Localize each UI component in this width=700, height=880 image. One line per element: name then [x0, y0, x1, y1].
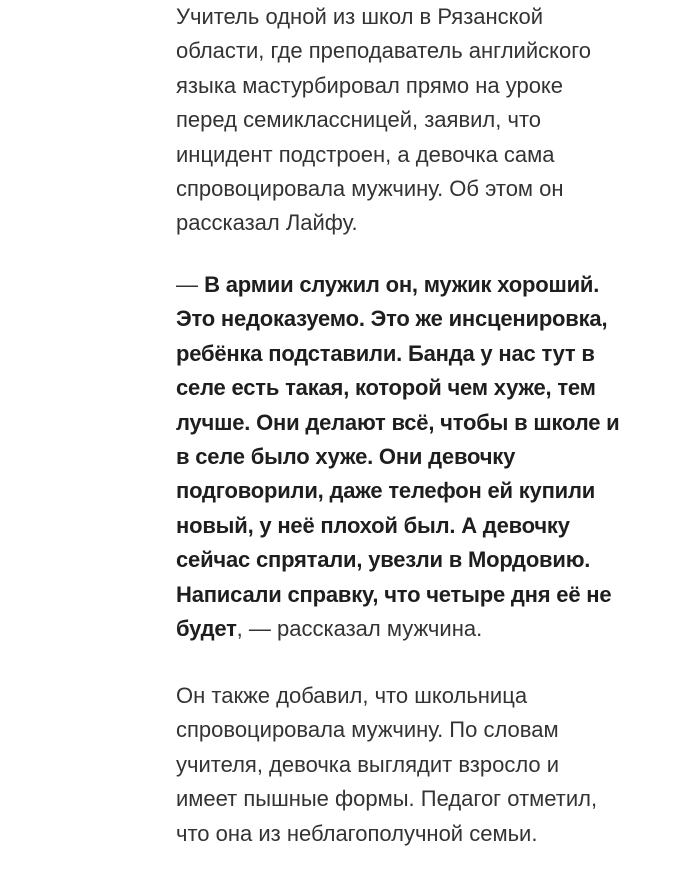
quote-dash: — [176, 272, 205, 297]
quote-line: Это недоказуемо. Это же инсценировка, [176, 306, 608, 332]
quote-line: селе есть такая, которой чем хуже, тем [176, 375, 596, 401]
text-line: учителя, девочка выглядит взросло и [176, 751, 560, 777]
text-line: что она из неблагополучной семьи. [176, 820, 538, 846]
quote-line: лучше. Они делают всё, чтобы в школе и [176, 409, 620, 435]
text-line: Он также добавил, что школьница [176, 683, 528, 708]
article-body [176, 0, 646, 846]
quote-line: подговорили, даже телефон ей купили [176, 478, 596, 504]
text-line: инцидент подстроен, а девочка сама [176, 141, 555, 167]
text-line: языка мастурбировал прямо на уроке [176, 72, 564, 98]
quote-line: сейчас спрятали, увезли в Мордовию. [176, 547, 591, 573]
quote-line [176, 612, 619, 646]
paragraph-quote [176, 268, 619, 646]
paragraph-intro [176, 0, 646, 241]
quote-line: в селе было хуже. Они девочку [176, 444, 516, 470]
quote-text: будет [176, 616, 237, 642]
text-line: спровоцировала мужчину. Об этом он [176, 176, 564, 202]
text-line: Учитель одной из школ в Рязанской [176, 4, 544, 29]
quote-text: В армии служил он, мужик хороший. [204, 272, 600, 297]
text-line: перед семиклассницей, заявил, что [176, 107, 542, 133]
text-line: имеет пышные формы. Педагог отметил, [176, 786, 598, 812]
quote-line: новый, у неё плохой был. А девочку [176, 512, 570, 538]
quote-line [176, 268, 619, 302]
text-line: рассказал Лайфу. [176, 210, 358, 236]
quote-line: Написали справку, что четыре дня её не [176, 581, 612, 607]
text-line: спровоцировала мужчину. По словам [176, 717, 559, 743]
text-line: области, где преподаватель английского [176, 38, 592, 64]
quote-line: ребёнка подставили. Банда у нас тут в [176, 340, 595, 366]
paragraph-conclusion [176, 679, 597, 851]
quote-attribution: , — рассказал мужчина. [236, 616, 483, 642]
